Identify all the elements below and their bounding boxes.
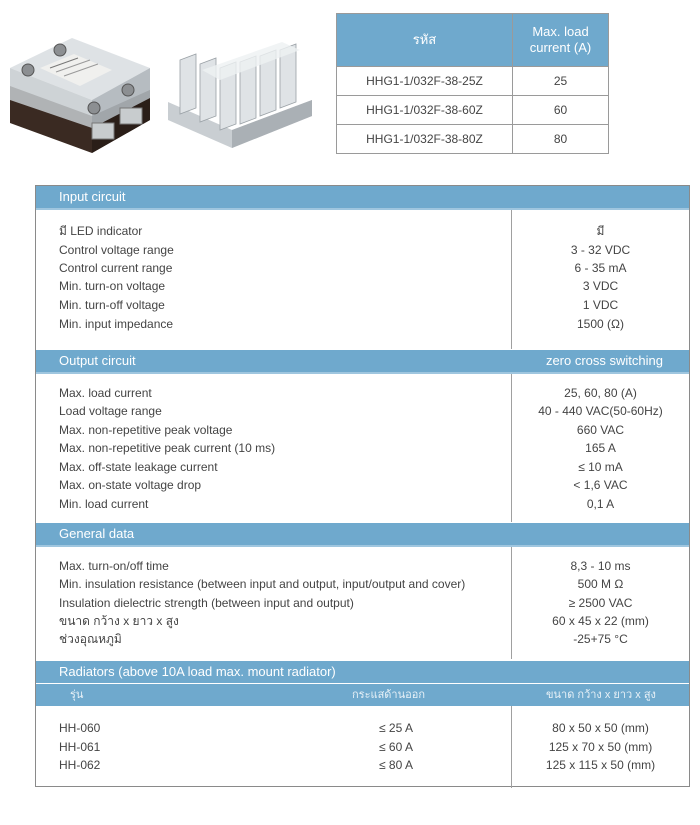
spec-row bbox=[36, 296, 689, 314]
spec-value: -25+75 °C bbox=[573, 632, 628, 646]
radiator-size: 125 x 115 x 50 (mm) bbox=[545, 758, 656, 772]
radiator-model-header: รุ่น bbox=[70, 689, 84, 701]
radiators-column-header bbox=[36, 684, 689, 706]
input-section-title: Input circuit bbox=[59, 189, 126, 204]
radiator-current: ≤ 60 A bbox=[379, 740, 413, 754]
model-current: 60 bbox=[513, 96, 609, 125]
spec-label: Min. turn-on voltage bbox=[59, 279, 166, 293]
spec-value: 60 x 45 x 22 (mm) bbox=[552, 614, 649, 628]
model-current: 80 bbox=[513, 125, 609, 154]
spec-label: Max. load current bbox=[59, 386, 152, 400]
spec-label: ช่วงอุณหภูมิ bbox=[59, 632, 122, 646]
spec-value: 165 A bbox=[585, 441, 616, 455]
spec-row bbox=[36, 476, 689, 494]
output-section-header bbox=[36, 350, 689, 372]
spec-row bbox=[36, 241, 689, 259]
model-code: HHG1-1/032F-38-60Z bbox=[337, 96, 513, 125]
spec-row bbox=[36, 222, 689, 240]
spec-label: Max. turn-on/off time bbox=[59, 559, 169, 573]
spec-row bbox=[36, 384, 689, 402]
spec-row bbox=[36, 421, 689, 439]
model-table bbox=[336, 13, 609, 154]
spec-value: 25, 60, 80 (A) bbox=[564, 386, 637, 400]
general-section-header bbox=[36, 523, 689, 545]
spec-label: Max. non-repetitive peak voltage bbox=[59, 423, 233, 437]
model-current: 25 bbox=[513, 67, 609, 96]
general-section-title: General data bbox=[59, 526, 135, 541]
spec-label: Load voltage range bbox=[59, 404, 162, 418]
table-row bbox=[36, 738, 689, 756]
spec-table bbox=[35, 185, 690, 787]
table-row bbox=[36, 719, 689, 737]
radiator-model: HH-060 bbox=[59, 721, 101, 735]
spec-label: Min. turn-off voltage bbox=[59, 298, 165, 312]
radiator-model: HH-062 bbox=[59, 758, 101, 772]
section-divider bbox=[36, 545, 689, 547]
section-divider bbox=[36, 208, 689, 210]
spec-label: ขนาด กว้าง x ยาว x สูง bbox=[59, 614, 179, 628]
spec-label: Min. input impedance bbox=[59, 317, 174, 331]
radiator-current: ≤ 80 A bbox=[379, 758, 413, 772]
input-section-header bbox=[36, 186, 689, 208]
table-row bbox=[337, 96, 609, 125]
spec-label: มี LED indicator bbox=[59, 224, 143, 238]
spec-row bbox=[36, 557, 689, 575]
spec-label: Min. insulation resistance (between input and output, input/output and cover) bbox=[59, 577, 466, 591]
spec-value: 660 VAC bbox=[576, 423, 625, 437]
spec-row bbox=[36, 594, 689, 612]
table-row bbox=[36, 756, 689, 774]
spec-row bbox=[36, 630, 689, 648]
spec-row bbox=[36, 402, 689, 420]
spec-label: Max. on-state voltage drop bbox=[59, 478, 202, 492]
spec-row bbox=[36, 277, 689, 295]
heat-sink-image bbox=[162, 40, 318, 152]
spec-value: 1 VDC bbox=[582, 298, 619, 312]
spec-label: Insulation dielectric strength (between input and output) bbox=[59, 596, 354, 610]
model-current-header: Max. load current (A) bbox=[513, 14, 609, 67]
radiator-size-header: ขนาด กว้าง x ยาว x สูง bbox=[546, 689, 656, 701]
solid-state-relay-image bbox=[2, 28, 154, 158]
section-divider bbox=[36, 372, 689, 374]
radiators-section-title: Radiators (above 10A load max. mount radiator) bbox=[59, 664, 336, 679]
spec-label: Min. load current bbox=[59, 497, 149, 511]
spec-label: Control current range bbox=[59, 261, 173, 275]
spec-value: 1500 (Ω) bbox=[577, 317, 624, 331]
spec-row bbox=[36, 495, 689, 513]
spec-label: Max. non-repetitive peak current (10 ms) bbox=[59, 441, 276, 455]
radiator-model: HH-061 bbox=[59, 740, 101, 754]
spec-value: มี bbox=[596, 224, 605, 238]
spec-value: 8,3 - 10 ms bbox=[570, 559, 631, 573]
spec-label: Control voltage range bbox=[59, 243, 174, 257]
model-code: HHG1-1/032F-38-25Z bbox=[337, 67, 513, 96]
spec-row bbox=[36, 315, 689, 333]
spec-row bbox=[36, 575, 689, 593]
spec-value: ≥ 2500 VAC bbox=[568, 596, 633, 610]
table-row bbox=[337, 67, 609, 96]
output-section-subtitle: zero cross switching bbox=[545, 353, 663, 368]
radiator-current: ≤ 25 A bbox=[379, 721, 413, 735]
model-table-header bbox=[337, 14, 609, 67]
spec-value: 40 - 440 VAC(50-60Hz) bbox=[538, 404, 663, 418]
spec-label: Max. off-state leakage current bbox=[59, 460, 218, 474]
spec-value: < 1,6 VAC bbox=[573, 478, 628, 492]
spec-value: 6 - 35 mA bbox=[574, 261, 627, 275]
spec-row bbox=[36, 439, 689, 457]
model-code-header: รหัส bbox=[337, 14, 513, 67]
spec-value: 3 VDC bbox=[582, 279, 619, 293]
radiator-size: 80 x 50 x 50 (mm) bbox=[552, 721, 649, 735]
output-section-title: Output circuit bbox=[59, 353, 136, 368]
radiator-current-header: กระแสด้านออก bbox=[352, 689, 425, 701]
spec-row bbox=[36, 458, 689, 476]
spec-row bbox=[36, 259, 689, 277]
table-row bbox=[337, 125, 609, 154]
spec-value: 500 M Ω bbox=[577, 577, 624, 591]
radiator-size: 125 x 70 x 50 (mm) bbox=[548, 740, 653, 754]
model-code: HHG1-1/032F-38-80Z bbox=[337, 125, 513, 154]
radiators-section-header bbox=[36, 661, 689, 683]
spec-value: ≤ 10 mA bbox=[578, 460, 623, 474]
spec-value: 0,1 A bbox=[586, 497, 615, 511]
spec-row bbox=[36, 612, 689, 630]
spec-value: 3 - 32 VDC bbox=[570, 243, 631, 257]
